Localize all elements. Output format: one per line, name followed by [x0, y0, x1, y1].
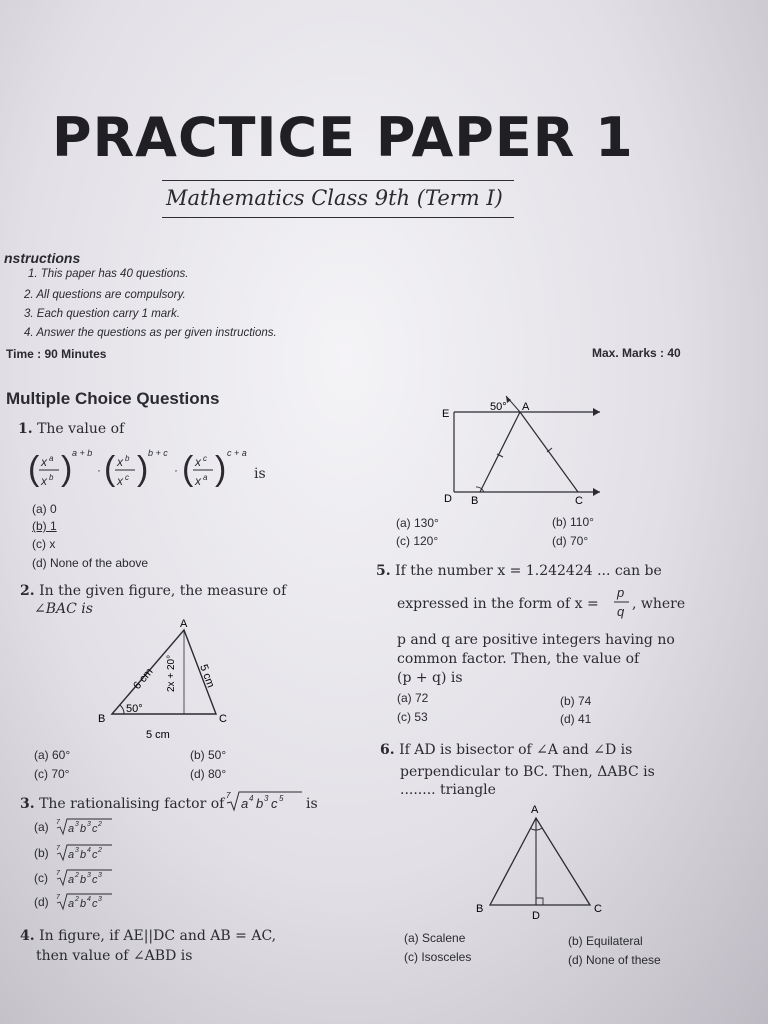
- svg-text:3: 3: [75, 821, 79, 828]
- q2-angle-b: 50°: [126, 703, 143, 715]
- svg-text:a: a: [68, 874, 75, 886]
- q1-tail: is: [254, 466, 266, 482]
- svg-text:x: x: [117, 474, 123, 488]
- svg-text:a: a: [68, 898, 75, 910]
- q2-stem-line1: 2. In the given figure, the measure of: [20, 583, 287, 599]
- q6-option-a: (a) Scalene: [404, 931, 466, 945]
- svg-text:4: 4: [87, 847, 91, 854]
- svg-text:): ): [137, 450, 149, 488]
- svg-text:·: ·: [97, 463, 101, 477]
- q3-option-b-expression: [56, 842, 116, 862]
- q2-right-side-label: 5 cm: [197, 662, 217, 690]
- svg-text:a: a: [241, 796, 249, 811]
- svg-text:b: b: [256, 796, 264, 811]
- q6-label-b: B: [476, 903, 484, 915]
- svg-text:): ): [61, 450, 73, 488]
- title-top-rule: [162, 180, 514, 181]
- instruction-item: 1. This paper has 40 questions.: [28, 268, 189, 280]
- svg-text:x: x: [41, 474, 47, 488]
- svg-text:x: x: [195, 474, 201, 488]
- svg-text:x: x: [117, 455, 123, 469]
- max-marks-label: Max. Marks : 40: [592, 346, 681, 360]
- q2-angle-a-label: 2x + 20°: [166, 654, 177, 692]
- svg-text:b: b: [80, 823, 87, 835]
- q3-option-b: (b): [34, 846, 49, 860]
- svg-text:a: a: [49, 454, 54, 463]
- svg-text:2: 2: [98, 847, 102, 854]
- q4-figure: [440, 392, 610, 510]
- q3-option-d: (d): [34, 895, 49, 909]
- q3-option-a: (a): [34, 820, 49, 834]
- svg-text:(: (: [182, 450, 194, 488]
- svg-text:b: b: [80, 898, 87, 910]
- instruction-item: 4. Answer the questions as per given instructions.: [24, 327, 277, 339]
- svg-text:c + a: c + a: [227, 448, 247, 458]
- instruction-item: 2. All questions are compulsory.: [24, 289, 186, 301]
- q6-label-c: C: [594, 903, 602, 915]
- q4-angle-label: 50°: [490, 401, 507, 413]
- q4-label-b: B: [471, 495, 479, 507]
- svg-text:3: 3: [87, 872, 91, 879]
- q6-stem-line3: ........ triangle: [400, 782, 496, 798]
- q2-vertex-a: A: [180, 618, 188, 630]
- svg-text:b: b: [80, 874, 87, 886]
- q5-stem-line4: common factor. Then, the value of: [397, 651, 640, 667]
- svg-text:b: b: [80, 849, 87, 861]
- svg-text:(: (: [104, 450, 116, 488]
- svg-text:3: 3: [75, 847, 79, 854]
- q5-option-b: (b) 74: [560, 694, 592, 708]
- q2-option-c: (c) 70°: [34, 767, 70, 781]
- q4-option-c: (c) 120°: [396, 534, 439, 548]
- q1-option-b: (b) 1: [32, 519, 57, 533]
- svg-text:3: 3: [264, 794, 269, 803]
- svg-text:4: 4: [249, 794, 254, 803]
- svg-text:c: c: [92, 823, 98, 835]
- q2-option-d: (d) 80°: [190, 767, 227, 781]
- svg-text:a: a: [203, 473, 208, 482]
- q6-stem-line1: 6. If AD is bisector of ∠A and ∠D is: [380, 742, 633, 758]
- q6-label-d: D: [532, 910, 540, 922]
- q6-label-a: A: [531, 804, 539, 816]
- svg-text:a + b: a + b: [72, 448, 93, 458]
- svg-text:b + c: b + c: [148, 448, 168, 458]
- q5-option-d: (d) 41: [560, 712, 592, 726]
- svg-text:7: 7: [56, 819, 60, 826]
- time-label: Time : 90 Minutes: [6, 347, 107, 361]
- q6-option-c: (c) Isosceles: [404, 950, 472, 964]
- svg-text:2: 2: [98, 821, 102, 828]
- q5-stem-line5: (p + q) is: [397, 670, 463, 686]
- svg-text:3: 3: [98, 896, 102, 903]
- q5-option-a: (a) 72: [397, 691, 429, 705]
- svg-text:q: q: [617, 604, 625, 619]
- q4-option-b: (b) 110°: [552, 515, 594, 529]
- svg-text:7: 7: [56, 894, 60, 901]
- svg-text:2: 2: [75, 872, 79, 879]
- q3-option-c-expression: [56, 867, 116, 887]
- svg-text:7: 7: [56, 845, 60, 852]
- q3-tail: is: [306, 796, 318, 812]
- q4-label-e: E: [442, 408, 450, 420]
- q4-option-a: (a) 130°: [396, 516, 439, 530]
- q4-label-d: D: [444, 493, 452, 505]
- svg-text:x: x: [195, 455, 201, 469]
- q4-stem-line1: 4. In figure, if AE||DC and AB = AC,: [20, 928, 277, 944]
- svg-text:c: c: [92, 898, 98, 910]
- q3-radical-expression: [224, 788, 306, 814]
- q2-option-b: (b) 50°: [190, 748, 227, 762]
- svg-text:3: 3: [98, 872, 102, 879]
- q4-stem-line2: then value of ∠ABD is: [36, 948, 193, 964]
- q1-option-a: (a) 0: [32, 502, 57, 516]
- q2-left-side-label: 6 cm: [131, 665, 156, 692]
- q6-option-b: (b) Equilateral: [568, 934, 643, 948]
- q1-option-c: (c) x: [32, 537, 56, 551]
- q4-label-c: C: [575, 495, 583, 507]
- svg-text:): ): [215, 450, 227, 488]
- svg-text:c: c: [271, 796, 278, 811]
- svg-text:7: 7: [56, 870, 60, 877]
- svg-text:2: 2: [75, 896, 79, 903]
- svg-text:5: 5: [279, 794, 284, 803]
- q5-stem-line2: expressed in the form of x =: [397, 596, 599, 612]
- svg-text:b: b: [125, 454, 130, 463]
- section-title: Multiple Choice Questions: [6, 389, 220, 408]
- svg-text:c: c: [203, 454, 207, 463]
- svg-text:4: 4: [87, 896, 91, 903]
- svg-text:a: a: [68, 823, 75, 835]
- q5-option-c: (c) 53: [397, 710, 428, 724]
- paper-subtitle: Mathematics Class 9th (Term I): [166, 186, 503, 210]
- q2-base-label: 5 cm: [146, 729, 170, 741]
- paper-title: PRACTICE PAPER 1: [52, 106, 634, 169]
- q6-triangle-figure: [470, 800, 610, 924]
- svg-text:p: p: [617, 585, 625, 600]
- svg-text:b: b: [49, 473, 54, 482]
- q3-stem: 3. The rationalising factor of: [20, 796, 225, 812]
- q3-option-c: (c): [34, 871, 48, 885]
- instructions-heading: nstructions: [4, 250, 81, 266]
- svg-text:x: x: [41, 455, 47, 469]
- svg-text:c: c: [92, 874, 98, 886]
- q6-stem-line2: perpendicular to BC. Then, ΔABC is: [400, 764, 655, 780]
- q3-option-a-expression: [56, 816, 116, 836]
- q1-option-d: (d) None of the above: [32, 556, 149, 570]
- svg-text:·: ·: [174, 463, 178, 477]
- q4-label-a: A: [522, 401, 530, 413]
- q5-stem-line2b: , where: [632, 596, 686, 612]
- q2-vertex-b: B: [98, 713, 106, 725]
- q5-fraction: [612, 582, 632, 622]
- svg-text:(: (: [28, 450, 40, 488]
- svg-text:7: 7: [226, 791, 231, 800]
- q2-stem-line2: ∠BAC is: [34, 601, 93, 617]
- q2-vertex-c: C: [219, 713, 227, 725]
- q1-stem: 1. The value of: [18, 421, 125, 437]
- svg-text:3: 3: [87, 821, 91, 828]
- svg-text:c: c: [125, 473, 129, 482]
- q4-option-d: (d) 70°: [552, 534, 589, 548]
- title-bottom-rule: [162, 217, 514, 218]
- q2-triangle-figure: [90, 616, 250, 744]
- q1-expression: [24, 444, 284, 500]
- instruction-item: 3. Each question carry 1 mark.: [24, 308, 180, 320]
- svg-text:a: a: [68, 849, 75, 861]
- q5-stem-line3: p and q are positive integers having no: [397, 632, 675, 648]
- q3-option-d-expression: [56, 891, 116, 911]
- q2-option-a: (a) 60°: [34, 748, 71, 762]
- svg-text:c: c: [92, 849, 98, 861]
- q6-option-d: (d) None of these: [568, 953, 661, 967]
- q5-stem-line1: 5. If the number x = 1.242424 ... can be: [376, 563, 662, 579]
